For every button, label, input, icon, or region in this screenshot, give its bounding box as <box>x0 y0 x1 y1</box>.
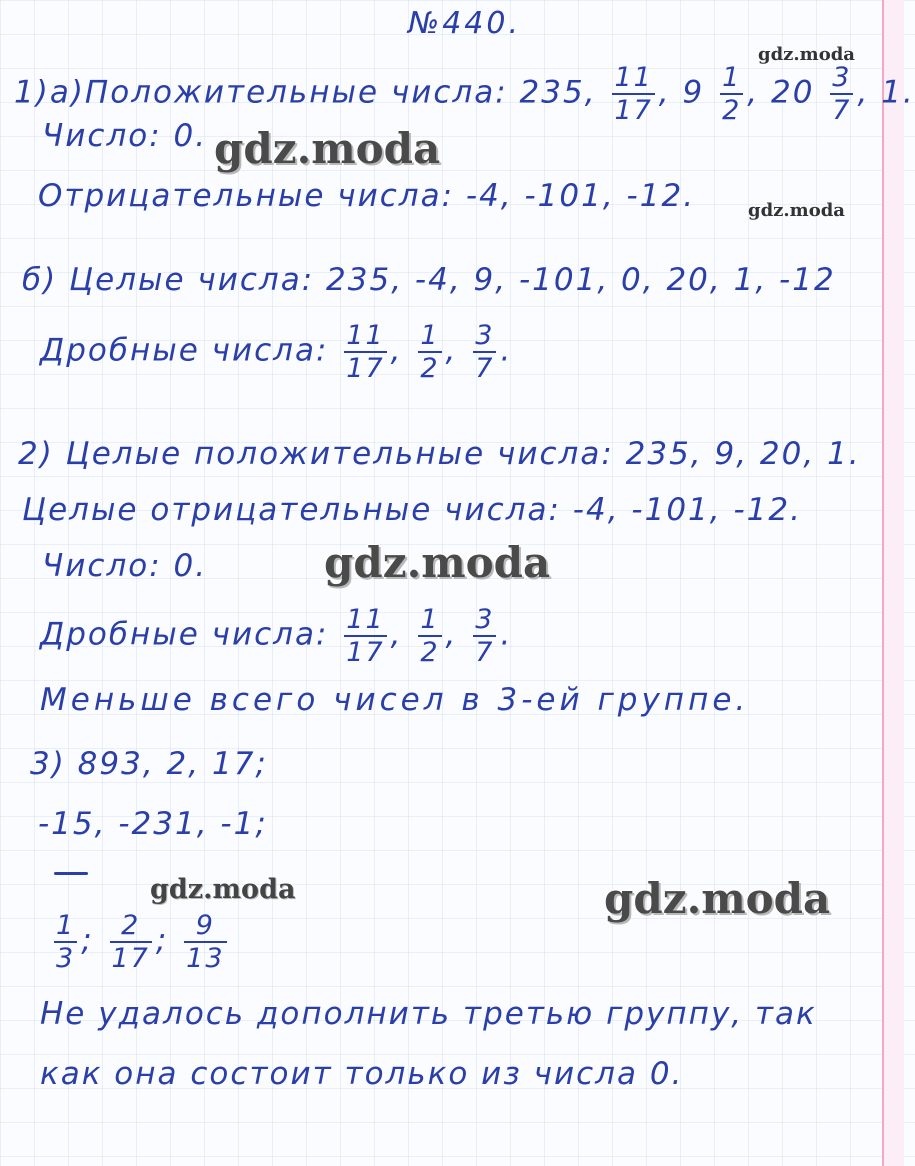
numerator: 11 <box>346 320 385 351</box>
fraction-9-13 <box>184 912 226 972</box>
part3-line4: Не удалось дополнить третью группу, так <box>40 996 817 1032</box>
part2-line2: Целые отрицательные числа: -4, -101, -12. <box>22 492 802 528</box>
denominator: 17 <box>614 95 653 126</box>
numerator: 3 <box>832 62 852 93</box>
fraction-1-2 <box>418 606 441 666</box>
fraction-1-3 <box>54 912 77 972</box>
fraction-1-2 <box>418 322 441 382</box>
part1-a-end: , 1. <box>857 74 915 111</box>
part2-fraction-line: Дробные числа: $\frac{11}{17}$ , $\frac{1}{2}$ , $\frac{3}{7}$ . <box>40 604 513 668</box>
watermark: gdz.moda <box>150 874 296 905</box>
numerator: 2 <box>110 912 152 943</box>
denominator: 7 <box>832 95 852 126</box>
part2-line3: Число: 0. <box>42 548 208 584</box>
part1-a-mid2: , 20 <box>747 74 815 111</box>
part3-line5: как она состоит только из числа 0. <box>40 1056 684 1092</box>
numerator: 1 <box>420 320 440 351</box>
part1-a-label: 1)а) <box>14 74 85 111</box>
numerator: 1 <box>56 910 76 941</box>
watermark: gdz.moda <box>748 200 845 221</box>
part2-frac-label: Дробные числа: <box>40 616 329 653</box>
numerator: 3 <box>475 320 495 351</box>
fraction-3-7 <box>830 64 853 124</box>
exercise-title: №440. <box>408 6 521 41</box>
denominator: 3 <box>56 943 76 974</box>
part1-a-mid: , 9 <box>658 74 705 111</box>
numerator: 1 <box>722 62 742 93</box>
part3-line1: 3) 893, 2, 17; <box>30 746 268 782</box>
page-margin-strip <box>884 0 904 1166</box>
denominator: 7 <box>475 353 495 384</box>
numerator: 9 <box>184 912 226 943</box>
denominator: 7 <box>475 637 495 668</box>
numerator: 1 <box>420 604 440 635</box>
part3-line2: -15, -231, -1; <box>38 806 268 842</box>
part1-negative-line: Отрицательные числа: -4, -101, -12. <box>38 178 696 214</box>
fraction-11-17 <box>612 64 654 124</box>
numerator: 11 <box>346 604 385 635</box>
part1-a-positive-line <box>14 64 915 124</box>
part2-line1: 2) Целые положительные числа: 235, 9, 20, 1. <box>18 436 861 472</box>
denominator: 2 <box>420 637 440 668</box>
fraction-1-2 <box>720 64 743 124</box>
part3-fraction-line: $\frac{1}{3}$ ; $\frac{2}{17}$ ; $\frac{9}{13}$ <box>56 910 225 974</box>
fraction-2-17 <box>110 912 152 972</box>
part2-frac-end: . <box>500 616 513 653</box>
fraction-11-17 <box>344 606 386 666</box>
watermark: gdz.moda <box>324 538 551 587</box>
fraction-3-7 <box>473 322 496 382</box>
watermark: gdz.moda <box>758 44 855 65</box>
part1-a-text: Положительные числа: 235, <box>84 74 597 111</box>
part1-b-fraction-line: Дробные числа: $\frac{11}{17}$ , $\frac{1}{2}$ , $\frac{3}{7}$ . <box>40 320 513 384</box>
watermark: gdz.moda <box>214 124 441 173</box>
part1-zero-line: Число: 0. <box>42 118 208 154</box>
numerator: 11 <box>614 62 653 93</box>
denominator: 17 <box>346 353 385 384</box>
numerator: 3 <box>475 604 495 635</box>
denominator: 2 <box>722 95 742 126</box>
fraction-3-7 <box>473 606 496 666</box>
watermark: gdz.moda <box>604 874 831 923</box>
denominator: 13 <box>186 943 225 974</box>
placeholder-dash <box>54 872 88 875</box>
denominator: 17 <box>346 637 385 668</box>
part2-line5: Меньше всего чисел в 3-ей группе. <box>40 682 750 718</box>
denominator: 17 <box>111 943 150 974</box>
part1-b-end: . <box>500 332 513 369</box>
denominator: 2 <box>420 353 440 384</box>
part1-b-whole-line: б) Целые числа: 235, -4, 9, -101, 0, 20, 1, -12 <box>22 262 836 298</box>
part1-b-frac-label: Дробные числа: <box>40 332 329 369</box>
fraction-11-17 <box>344 322 386 382</box>
